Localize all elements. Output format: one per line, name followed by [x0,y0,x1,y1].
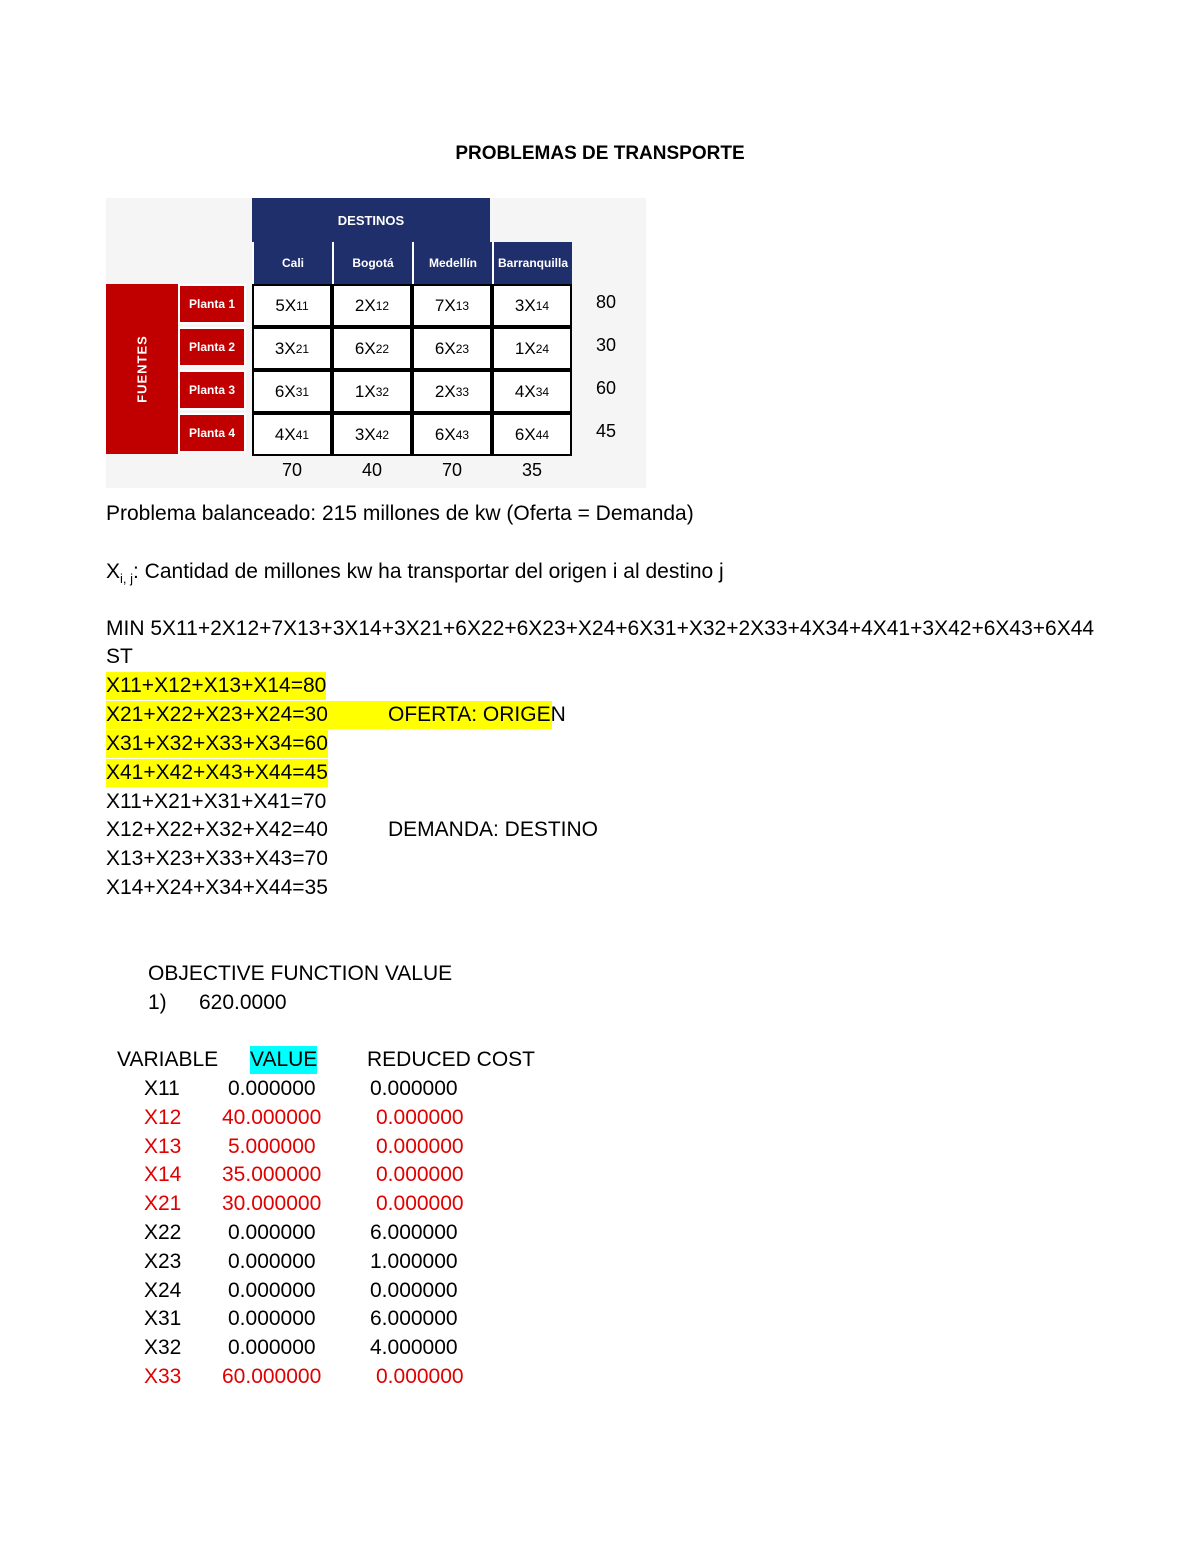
objective-value-index: 1) [148,991,167,1014]
transport-table [106,198,646,488]
results-header-reduced-cost: REDUCED COST [367,1048,536,1071]
column-header: Cali [252,242,332,284]
result-value: 0.000000 [228,1307,316,1331]
supply-value: 45 [596,421,617,441]
supply-value: 30 [596,335,617,355]
column-header: Barranquilla [492,242,572,284]
result-reduced-cost: 0.000000 [376,1134,464,1158]
results-header-variable: VARIABLE [117,1048,219,1071]
objective-value: 620.0000 [199,991,287,1014]
balanced-statement: Problema balanceado: 215 millones de kw (Oferta = Demanda) [106,502,694,525]
variable-description: : Cantidad de millones kw ha transportar del origen i al destino j [133,560,724,583]
result-reduced-cost: 1.000000 [370,1249,458,1273]
result-variable: X14 [144,1163,182,1187]
result-variable: X33 [144,1365,182,1388]
column-header: Bogotá [332,242,412,284]
row-header: Planta 3 [178,370,246,410]
row-header: Planta 4 [178,413,246,453]
result-variable: X24 [144,1278,182,1302]
result-reduced-cost: 0.000000 [370,1278,458,1302]
result-reduced-cost: 6.000000 [370,1307,458,1331]
demand-value: 70 [441,460,463,480]
demand-label: DEMANDA: DESTINO [388,818,599,841]
result-value: 0.000000 [228,1077,316,1100]
variable-definition [106,558,724,593]
fuentes-label: FUENTES [134,335,150,403]
result-variable: X21 [144,1192,182,1216]
supply-constraint: X41+X42+X43+X44=45 [106,759,328,787]
result-reduced-cost: 0.000000 [370,1077,458,1100]
table-cell: 3X 42 [332,413,412,456]
result-reduced-cost: 0.000000 [376,1105,464,1129]
table-cell: 2X 12 [332,284,412,327]
result-variable: X13 [144,1134,182,1158]
objective-value-label: OBJECTIVE FUNCTION VALUE [148,962,453,985]
supply-constraint: X21+X22+X23+X24=30 [106,703,328,726]
demand-value: 35 [521,460,543,480]
objective-function: MIN 5X11+2X12+7X13+3X14+3X21+6X22+6X23+X24+6X31+X32+2X33+4X34+4X41+3X42+6X43+6X44 [106,617,1095,640]
result-value: 5.000000 [228,1134,316,1158]
demand-constraint: X11+X21+X31+X41=70 [106,790,327,813]
demand-value: 70 [281,460,303,480]
table-cell: 4X 41 [252,413,332,456]
result-variable: X11 [144,1077,180,1100]
variable-symbol: X [106,560,121,583]
table-cell: 6X 22 [332,327,412,370]
result-value: 60.000000 [222,1365,322,1388]
result-reduced-cost: 6.000000 [370,1221,458,1244]
table-cell: 1X 32 [332,370,412,413]
result-variable: X12 [144,1105,182,1129]
table-cell: 3X 21 [252,327,332,370]
table-cell: 6X 31 [252,370,332,413]
variable-subscript: i, j [120,571,134,587]
table-cell: 6X 43 [412,413,492,456]
column-header: Medellín [412,242,492,284]
result-reduced-cost: 4.000000 [370,1336,458,1360]
demand-constraint: X12+X22+X32+X42=40 [106,818,328,841]
result-value: 0.000000 [228,1278,316,1302]
st-label: ST [106,645,133,668]
supply-value: 60 [596,378,617,398]
result-variable: X23 [144,1249,182,1273]
table-cell: 6X 23 [412,327,492,370]
result-value: 35.000000 [222,1163,322,1187]
row-header: Planta 2 [178,327,246,367]
fuentes-header [106,284,178,454]
result-reduced-cost: 0.000000 [376,1163,464,1187]
supply-constraint: X11+X12+X13+X14=80 [106,672,326,700]
supply-label: OFERTA: ORIGEN [388,703,566,726]
supply-value: 80 [596,292,617,312]
result-value: 0.000000 [228,1249,316,1273]
supply-constraint: X31+X32+X33+X34=60 [106,730,328,758]
result-variable: X31 [144,1307,182,1331]
demand-value: 40 [361,460,383,480]
result-value: 0.000000 [228,1336,316,1360]
result-value: 30.000000 [222,1192,322,1216]
page-title: PROBLEMAS DE TRANSPORTE [455,143,745,164]
table-cell: 2X 33 [412,370,492,413]
result-value: 40.000000 [222,1105,322,1129]
table-cell: 4X 34 [492,370,572,413]
table-cell: 6X 44 [492,413,572,456]
result-variable: X32 [144,1336,182,1360]
result-value: 0.000000 [228,1221,316,1244]
table-cell: 3X 14 [492,284,572,327]
table-cell: 7X 13 [412,284,492,327]
destinos-header: DESTINOS [252,198,490,242]
results-header-value: VALUE [250,1046,317,1074]
table-cell: 5X 11 [252,284,332,327]
supply-constraint-row [106,701,566,729]
row-header: Planta 1 [178,284,246,324]
demand-constraint: X13+X23+X33+X43=70 [106,847,328,870]
result-reduced-cost: 0.000000 [376,1365,464,1388]
demand-constraint: X14+X24+X34+X44=35 [106,876,328,899]
result-variable: X22 [144,1221,182,1244]
table-cell: 1X 24 [492,327,572,370]
result-reduced-cost: 0.000000 [376,1192,464,1216]
